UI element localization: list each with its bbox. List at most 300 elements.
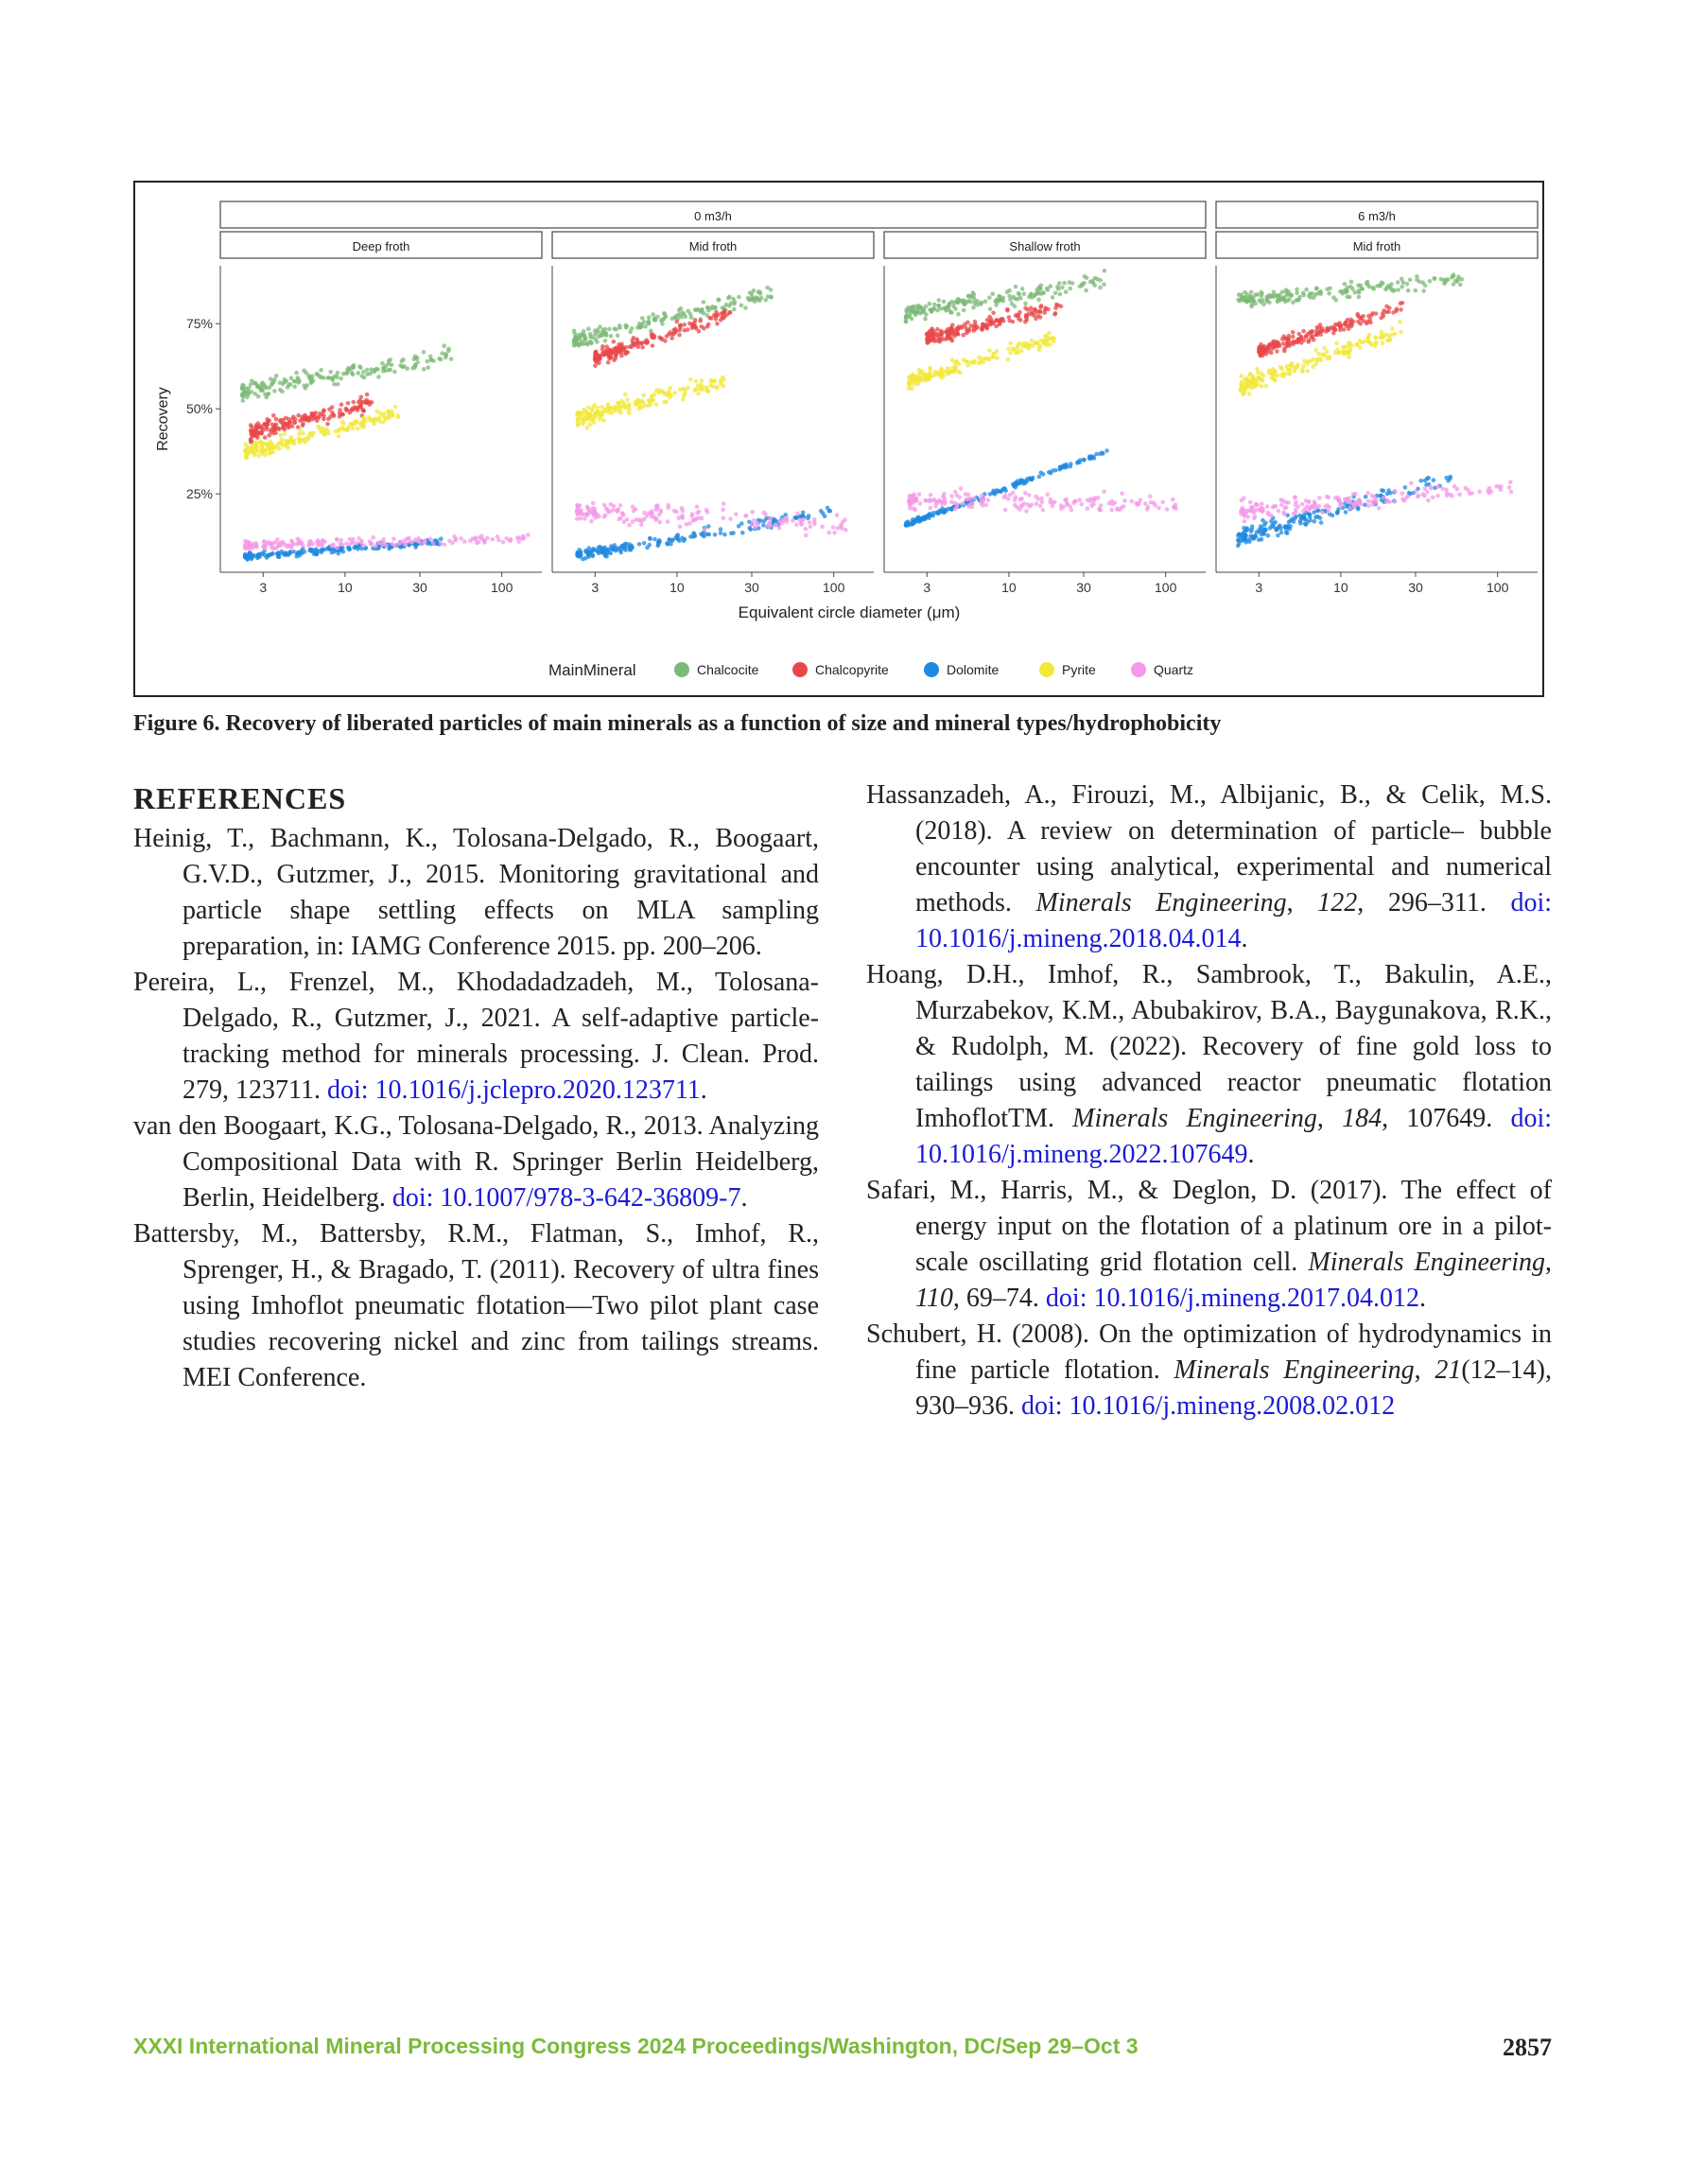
data-point bbox=[380, 361, 385, 366]
data-point bbox=[1348, 341, 1353, 346]
data-point bbox=[1433, 276, 1437, 281]
data-point bbox=[1302, 517, 1307, 522]
data-point bbox=[756, 521, 760, 526]
data-point bbox=[1284, 531, 1289, 535]
data-point bbox=[263, 543, 268, 548]
data-point bbox=[1281, 297, 1286, 302]
data-point bbox=[674, 320, 679, 324]
data-point bbox=[586, 406, 591, 411]
data-point bbox=[1092, 283, 1097, 288]
data-point bbox=[913, 313, 918, 318]
data-point bbox=[319, 375, 323, 379]
data-point bbox=[339, 376, 343, 381]
data-point bbox=[1312, 358, 1316, 362]
data-point bbox=[1418, 479, 1423, 483]
panel-strip-label: Mid froth bbox=[688, 239, 738, 253]
data-point bbox=[987, 295, 992, 300]
data-point bbox=[575, 516, 580, 521]
data-point bbox=[698, 319, 703, 323]
data-point bbox=[906, 522, 911, 527]
data-point bbox=[651, 312, 655, 317]
data-point bbox=[692, 532, 697, 536]
data-point bbox=[1240, 295, 1244, 300]
data-point bbox=[681, 509, 686, 514]
data-point bbox=[711, 384, 716, 389]
reference-text: Battersby, M., Battersby, R.M., Flatman, S., Imhof, R., Sprenger, H., & Bragado, T. (2011). Recovery of ultra fines using Imhoflot pneumatic flotation—Two pilot plant case studies recovering nickel and zinc from tailings streams. MEI Conference. bbox=[133, 1219, 819, 1392]
data-point bbox=[1086, 507, 1090, 512]
data-point bbox=[1323, 504, 1328, 509]
data-point bbox=[981, 499, 985, 504]
data-point bbox=[1059, 466, 1064, 471]
data-point bbox=[643, 324, 648, 329]
data-point bbox=[387, 411, 391, 415]
reference-entry bbox=[133, 821, 819, 965]
data-point bbox=[443, 356, 448, 360]
series-chalcocite bbox=[1236, 272, 1464, 308]
data-point bbox=[262, 422, 267, 427]
data-point bbox=[988, 307, 993, 312]
data-point bbox=[956, 332, 961, 337]
data-point bbox=[931, 374, 936, 378]
data-point bbox=[722, 310, 726, 315]
data-point bbox=[1279, 503, 1284, 508]
data-point bbox=[382, 541, 387, 546]
data-point bbox=[284, 416, 288, 421]
italic-text: Minerals Engineering bbox=[1174, 1355, 1415, 1385]
data-point bbox=[1251, 535, 1256, 540]
data-point bbox=[1027, 493, 1032, 498]
x-tick-label: 3 bbox=[591, 580, 600, 595]
data-point bbox=[422, 350, 426, 355]
data-point bbox=[949, 500, 954, 505]
data-point bbox=[748, 290, 753, 295]
data-point bbox=[673, 536, 678, 541]
data-point bbox=[302, 369, 306, 374]
data-point bbox=[734, 512, 739, 516]
data-point bbox=[906, 315, 911, 320]
data-point bbox=[250, 431, 254, 436]
data-point bbox=[390, 363, 394, 368]
data-point bbox=[485, 536, 490, 541]
data-point bbox=[615, 547, 619, 551]
data-point bbox=[575, 553, 580, 558]
data-point bbox=[1048, 500, 1052, 505]
data-point bbox=[615, 346, 619, 351]
data-point bbox=[999, 318, 1003, 323]
data-point bbox=[647, 543, 652, 548]
data-point bbox=[319, 368, 323, 373]
data-point bbox=[1023, 302, 1028, 306]
data-point bbox=[1148, 494, 1153, 498]
data-point bbox=[1414, 489, 1418, 494]
data-point bbox=[303, 413, 307, 418]
data-point bbox=[656, 391, 661, 395]
data-point bbox=[1006, 346, 1011, 351]
data-point bbox=[335, 538, 339, 543]
data-point bbox=[426, 359, 430, 364]
data-point bbox=[1342, 322, 1347, 326]
data-point bbox=[956, 312, 961, 317]
data-point bbox=[320, 550, 324, 555]
data-point bbox=[761, 523, 766, 528]
data-point bbox=[1365, 491, 1370, 496]
data-point bbox=[794, 523, 799, 528]
data-point bbox=[501, 540, 506, 545]
legend-label: Chalcocite bbox=[697, 662, 759, 677]
data-point bbox=[1458, 283, 1463, 288]
data-point bbox=[1271, 340, 1276, 344]
data-point bbox=[689, 514, 694, 518]
data-point bbox=[1381, 336, 1385, 341]
data-point bbox=[278, 433, 283, 438]
data-point bbox=[1318, 357, 1323, 361]
y-axis-label: Recovery bbox=[155, 387, 171, 451]
data-point bbox=[620, 511, 625, 515]
data-point bbox=[1314, 329, 1319, 334]
data-point bbox=[310, 417, 315, 422]
data-point bbox=[646, 403, 651, 408]
data-point bbox=[973, 320, 978, 324]
data-point bbox=[728, 516, 733, 521]
data-point bbox=[1247, 373, 1252, 377]
reference-text: Hoang, D.H., Imhof, R., Sambrook, T., Bakulin, A.E., Murzabekov, K.M., Abubakirov, B.A., Baygunakova, R.K., & Rudolph, M. (2022). Recovery of fine gold loss to tailings using advanced reactor pneumatic flotation ImhoflotTM. bbox=[866, 960, 1552, 1133]
data-point bbox=[315, 540, 320, 545]
data-point bbox=[262, 539, 267, 544]
data-point bbox=[715, 322, 720, 326]
reference-text: . bbox=[1247, 1140, 1255, 1169]
data-point bbox=[265, 555, 270, 560]
data-point bbox=[1122, 498, 1127, 503]
data-point bbox=[746, 296, 751, 301]
data-point bbox=[1468, 492, 1472, 497]
data-point bbox=[603, 339, 608, 343]
data-point bbox=[1326, 327, 1330, 332]
data-point bbox=[600, 405, 604, 410]
data-point bbox=[253, 392, 258, 396]
data-point bbox=[717, 298, 722, 303]
data-point bbox=[336, 382, 340, 387]
data-point bbox=[1292, 512, 1296, 516]
data-point bbox=[607, 357, 612, 361]
data-point bbox=[1374, 335, 1379, 340]
data-point bbox=[1388, 285, 1393, 289]
data-point bbox=[359, 402, 364, 407]
data-point bbox=[983, 299, 988, 304]
data-point bbox=[927, 515, 931, 520]
data-point bbox=[1043, 307, 1048, 312]
data-point bbox=[907, 499, 912, 504]
data-point bbox=[439, 536, 443, 541]
data-point bbox=[604, 548, 609, 552]
data-point bbox=[1265, 294, 1270, 299]
italic-text: 184 bbox=[1342, 1104, 1383, 1133]
data-point bbox=[1020, 479, 1025, 483]
data-point bbox=[1053, 291, 1058, 296]
data-point bbox=[960, 324, 965, 329]
data-point bbox=[359, 395, 364, 400]
data-point bbox=[1390, 326, 1395, 331]
data-point bbox=[623, 545, 628, 550]
data-point bbox=[1317, 504, 1322, 509]
data-point bbox=[928, 366, 932, 371]
data-point bbox=[581, 418, 585, 423]
data-point bbox=[292, 385, 297, 390]
data-point bbox=[597, 410, 601, 414]
data-point bbox=[597, 334, 601, 339]
data-point bbox=[304, 386, 308, 391]
doi-link[interactable]: doi: 10.1016/j.jclepro.2020.123711 bbox=[326, 1075, 701, 1105]
data-point bbox=[454, 536, 459, 541]
data-point bbox=[477, 540, 481, 545]
data-point bbox=[1342, 344, 1347, 349]
data-point bbox=[795, 512, 800, 516]
data-point bbox=[1282, 349, 1287, 354]
data-point bbox=[989, 317, 994, 322]
reference-text: Pereira, L., Frenzel, M., Khodadadzadeh, M., Tolosana-Delgado, R., Gutzmer, J., 2021. A self-adaptive particle-tracking method for minerals processing. J. Clean. Prod. 279, 123711. bbox=[133, 968, 819, 1105]
data-point bbox=[1316, 291, 1321, 296]
data-point bbox=[1457, 493, 1462, 498]
data-point bbox=[1262, 532, 1267, 536]
data-point bbox=[1282, 506, 1287, 511]
reference-text: Hassanzadeh, A., Firouzi, M., Albijanic, B., & Celik, M.S. (2018). A review on determination of particle– bubble encounter using analytical, experimental and numerical methods. bbox=[866, 780, 1552, 917]
x-tick-label: 30 bbox=[744, 580, 759, 595]
data-point bbox=[644, 340, 649, 344]
legend-marker bbox=[924, 662, 939, 677]
data-point bbox=[300, 417, 304, 422]
data-point bbox=[1302, 358, 1307, 363]
data-point bbox=[1356, 505, 1361, 510]
panel-strip-label: Shallow froth bbox=[1009, 239, 1081, 253]
data-point bbox=[252, 453, 257, 458]
data-point bbox=[359, 539, 364, 544]
data-point bbox=[990, 291, 995, 296]
data-point bbox=[972, 360, 977, 365]
data-point bbox=[641, 393, 646, 398]
data-point bbox=[1320, 511, 1325, 515]
data-point bbox=[1255, 292, 1260, 297]
data-point bbox=[980, 493, 984, 498]
data-point bbox=[914, 518, 919, 523]
data-point bbox=[330, 411, 335, 415]
data-point bbox=[1057, 281, 1062, 286]
data-point bbox=[1303, 522, 1308, 527]
data-point bbox=[256, 421, 261, 426]
data-point bbox=[301, 543, 305, 548]
data-point bbox=[362, 416, 367, 421]
data-point bbox=[442, 343, 446, 348]
data-point bbox=[1325, 350, 1330, 355]
data-point bbox=[1369, 313, 1374, 318]
data-point bbox=[1316, 352, 1321, 357]
data-point bbox=[1356, 501, 1361, 506]
data-point bbox=[1313, 348, 1318, 353]
data-point bbox=[365, 393, 370, 397]
series-chalcopyrite bbox=[1257, 301, 1404, 358]
data-point bbox=[361, 409, 366, 413]
data-point bbox=[1271, 505, 1276, 510]
data-point bbox=[373, 417, 377, 422]
data-point bbox=[1262, 347, 1267, 352]
data-point bbox=[354, 420, 358, 425]
reference-text: , 107649. bbox=[1382, 1104, 1511, 1133]
data-point bbox=[287, 420, 292, 425]
reference-text: Heinig, T., Bachmann, K., Tolosana-Delgado, R., Boogaart, G.V.D., Gutzmer, J., 2015. Monitoring gravitational and particle shape settling effects on MLA sampling preparation, in: IAMG Conference 2015. pp. 200–206. bbox=[133, 824, 819, 961]
series-dolomite bbox=[575, 506, 832, 562]
references-left-column bbox=[133, 778, 819, 1396]
data-point bbox=[391, 536, 396, 541]
data-point bbox=[619, 354, 624, 358]
data-point bbox=[582, 329, 586, 334]
data-point bbox=[1078, 498, 1083, 502]
data-point bbox=[340, 426, 345, 430]
data-point bbox=[301, 424, 305, 428]
data-point bbox=[905, 307, 910, 312]
data-point bbox=[640, 316, 645, 321]
data-point bbox=[1036, 497, 1041, 501]
series-pyrite bbox=[575, 376, 726, 430]
doi-link[interactable]: doi: 10.1016/j.mineng.2008.02.012 bbox=[1021, 1391, 1396, 1421]
data-point bbox=[1312, 338, 1316, 342]
data-point bbox=[1120, 491, 1124, 496]
data-point bbox=[274, 417, 279, 422]
data-point bbox=[267, 392, 271, 396]
data-point bbox=[1034, 341, 1038, 345]
data-point bbox=[670, 336, 674, 341]
doi-link[interactable]: doi: 10.1016/j.mineng.2022.107649 bbox=[915, 1104, 1552, 1169]
data-point bbox=[774, 523, 778, 528]
data-point bbox=[731, 531, 736, 535]
data-point bbox=[1312, 295, 1316, 300]
data-point bbox=[1122, 504, 1126, 509]
data-point bbox=[1047, 470, 1052, 475]
data-point bbox=[264, 386, 269, 391]
y-tick-label: 50% bbox=[185, 401, 213, 417]
data-point bbox=[758, 291, 763, 296]
data-point bbox=[1088, 280, 1093, 285]
data-point bbox=[1171, 498, 1175, 502]
data-point bbox=[1259, 524, 1263, 529]
italic-text: 122 bbox=[1317, 888, 1358, 917]
data-point bbox=[575, 503, 580, 508]
data-point bbox=[1291, 335, 1296, 340]
data-point bbox=[260, 382, 265, 387]
doi-link[interactable]: doi: 10.1016/j.mineng.2018.04.014 bbox=[915, 888, 1552, 953]
data-point bbox=[278, 388, 283, 393]
data-point bbox=[607, 327, 612, 332]
data-point bbox=[1255, 530, 1260, 534]
data-point bbox=[1278, 298, 1282, 303]
data-point bbox=[605, 408, 610, 412]
data-point bbox=[1265, 504, 1270, 509]
data-point bbox=[1347, 498, 1351, 503]
data-point bbox=[240, 387, 245, 392]
data-point bbox=[1008, 341, 1013, 346]
data-point bbox=[625, 398, 630, 403]
data-point bbox=[1271, 367, 1276, 372]
doi-link[interactable]: doi: 10.1016/j.mineng.2017.04.012 bbox=[1045, 1284, 1420, 1313]
data-point bbox=[721, 508, 725, 513]
data-point bbox=[1026, 307, 1031, 312]
data-point bbox=[956, 300, 961, 305]
data-point bbox=[398, 540, 403, 545]
data-point bbox=[1064, 498, 1069, 502]
data-point bbox=[1033, 307, 1037, 312]
data-point bbox=[1344, 352, 1348, 357]
data-point bbox=[986, 498, 991, 502]
reference-text: . bbox=[740, 1183, 748, 1213]
data-point bbox=[750, 522, 755, 527]
data-point bbox=[526, 533, 530, 537]
data-point bbox=[600, 344, 605, 349]
reference-entry bbox=[866, 778, 1552, 957]
data-point bbox=[579, 411, 583, 416]
data-point bbox=[1279, 531, 1284, 535]
data-point bbox=[1008, 351, 1013, 356]
data-point bbox=[443, 543, 447, 548]
x-tick-label: 100 bbox=[1487, 580, 1509, 595]
data-point bbox=[1358, 345, 1363, 350]
data-point bbox=[1351, 492, 1356, 497]
data-point bbox=[1259, 300, 1263, 305]
data-point bbox=[1008, 493, 1013, 498]
data-point bbox=[1409, 480, 1414, 485]
data-point bbox=[1038, 287, 1043, 291]
data-point bbox=[431, 541, 436, 546]
data-point bbox=[1455, 279, 1460, 284]
data-point bbox=[260, 388, 265, 393]
data-point bbox=[697, 387, 702, 392]
data-point bbox=[593, 351, 598, 356]
doi-link[interactable]: doi: 10.1007/978-3-642-36809-7 bbox=[391, 1183, 741, 1213]
data-point bbox=[268, 451, 272, 456]
legend-marker bbox=[674, 662, 689, 677]
data-point bbox=[962, 308, 966, 313]
data-point bbox=[1017, 291, 1021, 296]
data-point bbox=[462, 539, 467, 544]
data-point bbox=[650, 512, 654, 516]
data-point bbox=[1392, 288, 1397, 293]
data-point bbox=[1038, 315, 1043, 320]
data-point bbox=[1236, 538, 1241, 543]
data-point bbox=[337, 428, 341, 433]
data-point bbox=[1109, 499, 1114, 504]
data-point bbox=[1313, 362, 1318, 367]
data-point bbox=[292, 438, 297, 443]
data-point bbox=[316, 425, 321, 429]
data-point bbox=[949, 494, 954, 498]
data-point bbox=[929, 493, 933, 498]
data-point bbox=[340, 543, 345, 548]
data-point bbox=[974, 326, 979, 331]
data-point bbox=[1088, 499, 1093, 504]
data-point bbox=[287, 426, 291, 430]
data-point bbox=[1352, 503, 1357, 508]
data-point bbox=[1371, 286, 1376, 290]
data-point bbox=[1257, 537, 1261, 542]
data-point bbox=[751, 298, 756, 303]
data-point bbox=[1400, 497, 1405, 501]
panel-strip-label: Deep froth bbox=[352, 239, 410, 253]
data-point bbox=[732, 302, 737, 306]
data-point bbox=[1300, 502, 1305, 507]
data-point bbox=[276, 554, 281, 559]
data-point bbox=[1287, 520, 1292, 525]
data-point bbox=[657, 520, 662, 525]
italic-text: Minerals Engineering bbox=[1035, 888, 1287, 917]
data-point bbox=[659, 337, 664, 341]
data-point bbox=[707, 316, 712, 321]
reference-text: , 296–311. bbox=[1357, 888, 1511, 917]
